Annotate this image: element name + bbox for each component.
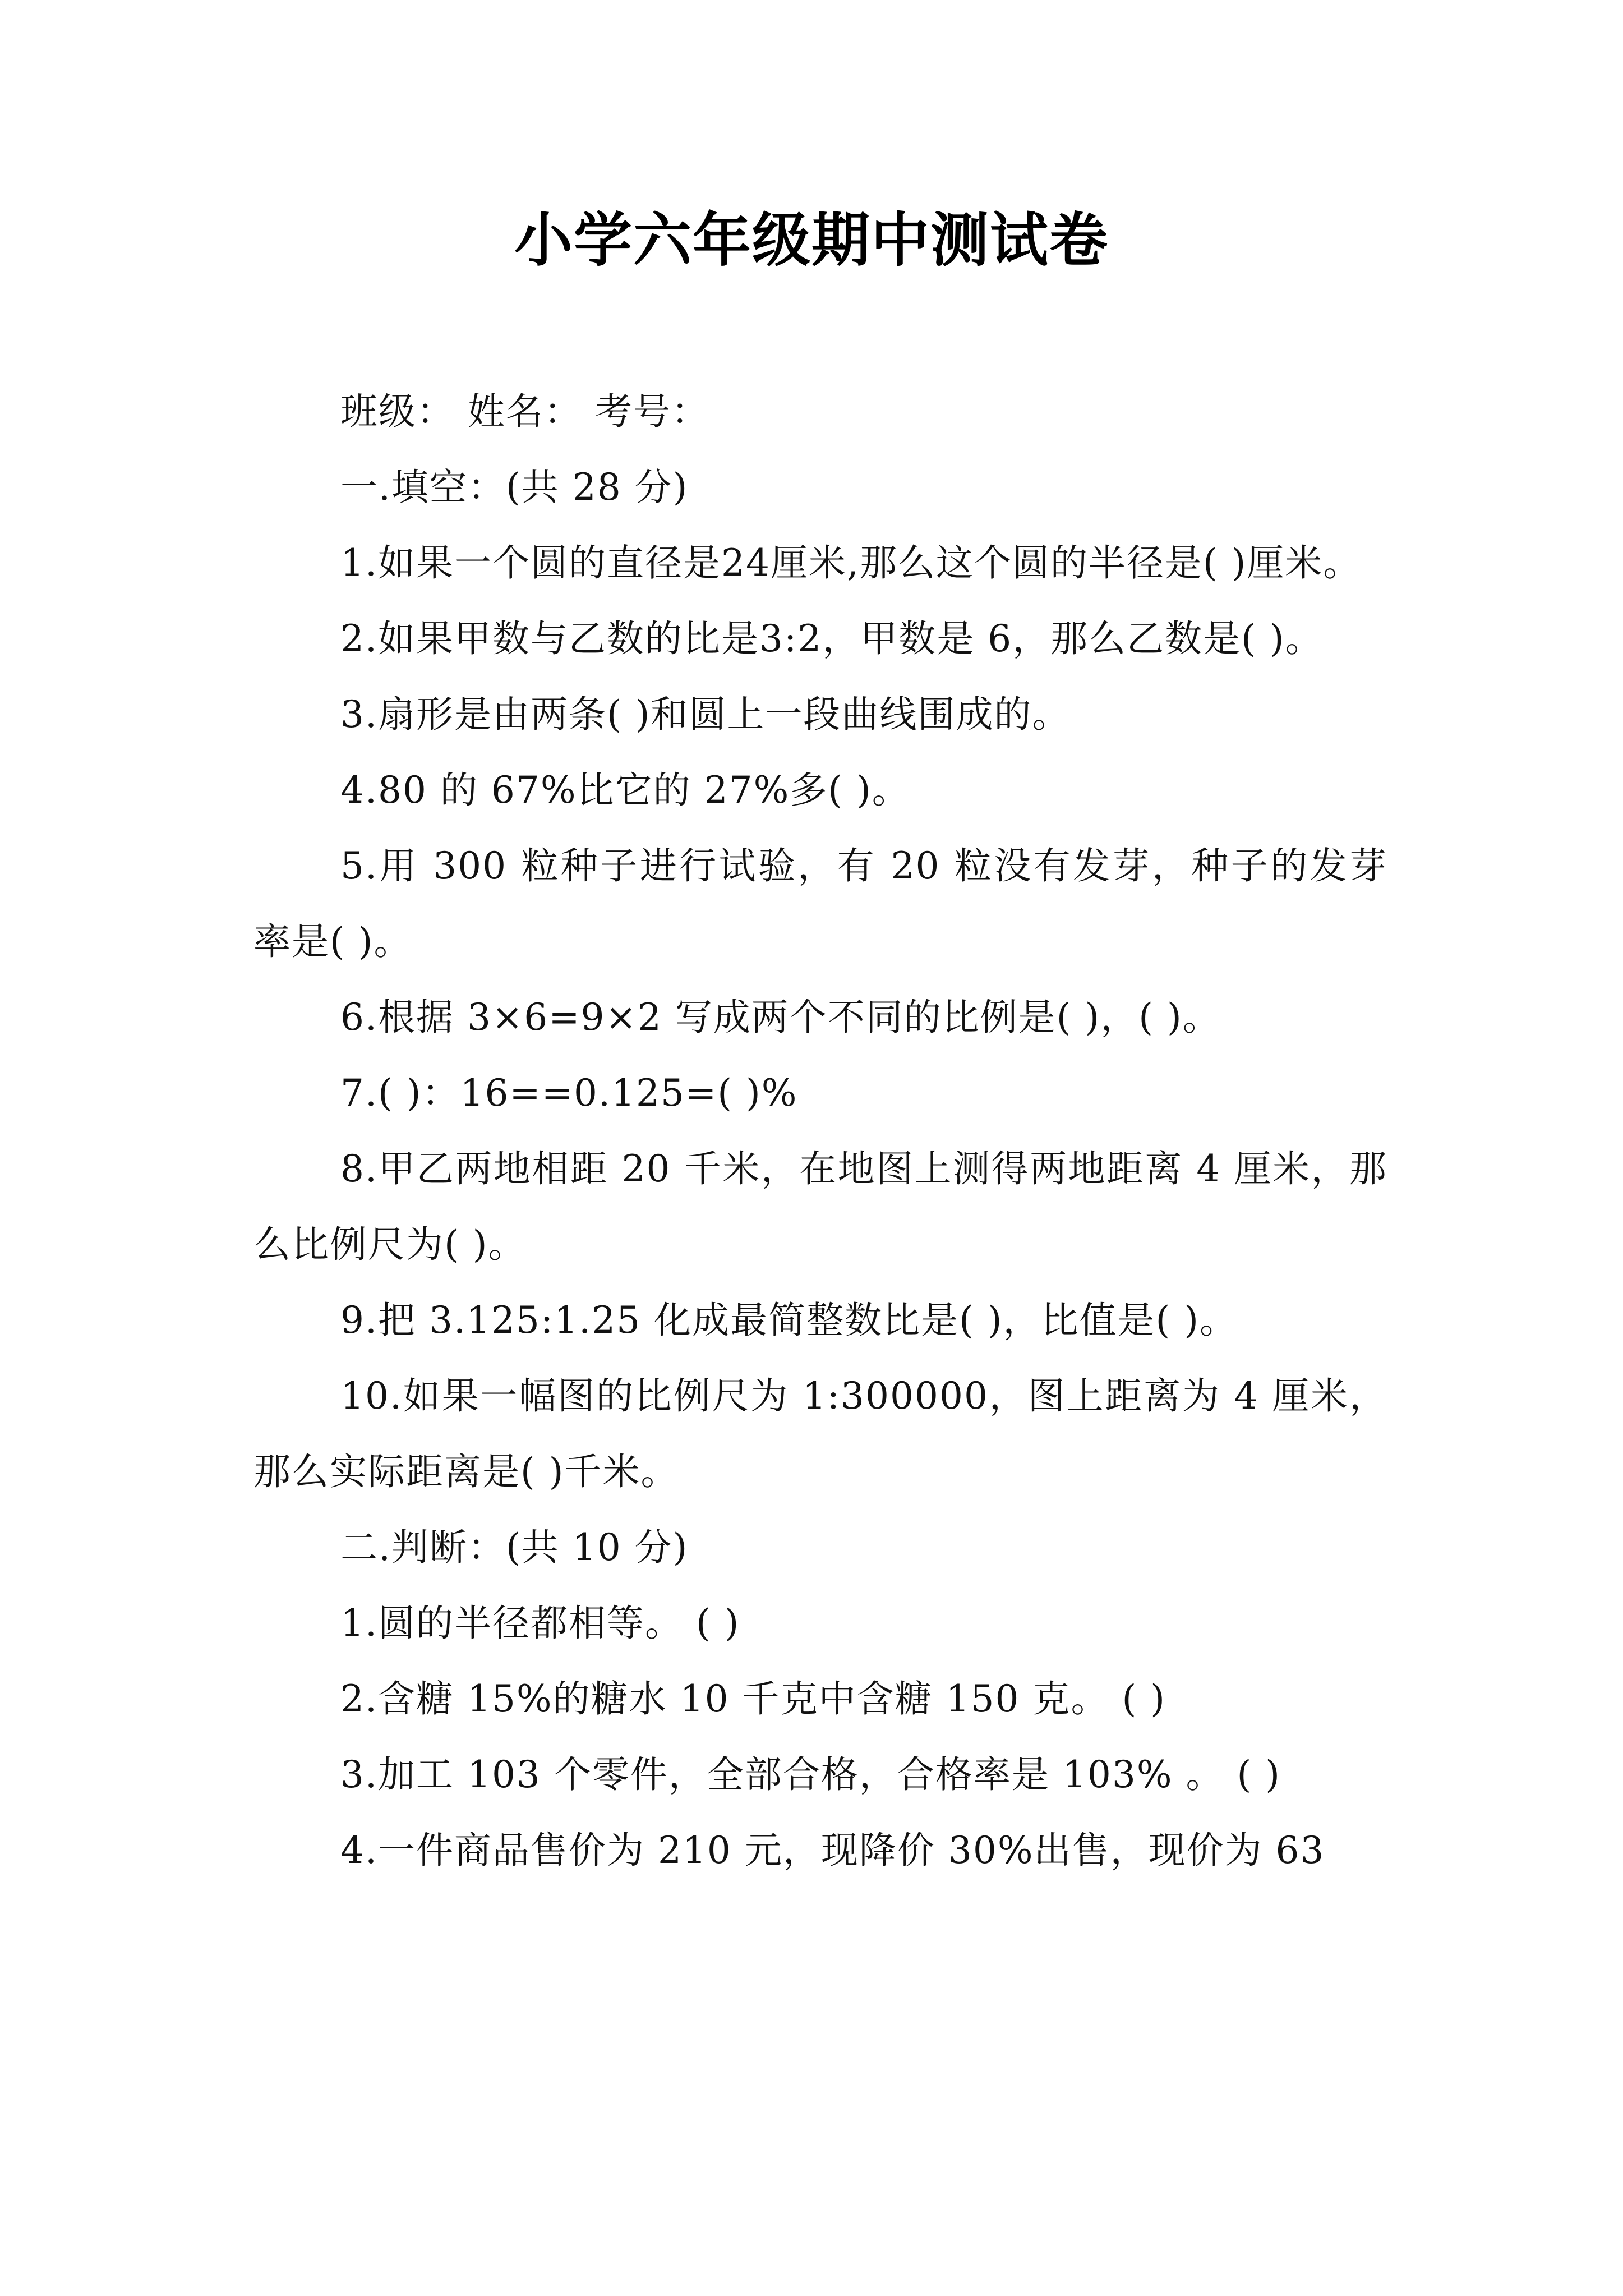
section-heading-fill-blanks: 一.填空：(共 28 分) <box>340 466 689 509</box>
question-fill-7: 7.( )：16==0.125=( )% <box>340 1071 798 1115</box>
header-info: 班级： 姓名： 考号： <box>340 390 709 433</box>
exam-content <box>253 374 1387 1888</box>
question-fill-10: 10.如果一幅图的比例尺为 1:300000，图上距离为 4 厘米，那么实际距离是( )千米。 <box>253 1374 1387 1493</box>
question-fill-4: 4.80 的 67%比它的 27%多( )。 <box>340 769 910 812</box>
question-fill-5: 5.用 300 粒种子进行试验，有 20 粒没有发芽，种子的发芽率是( )。 <box>253 844 1387 963</box>
question-tf-4: 4.一件商品售价为 210 元，现降价 30%出售，现价为 63 <box>340 1829 1325 1872</box>
question-fill-3: 3.扇形是由两条( )和圆上一段曲线围成的。 <box>340 693 1071 736</box>
question-fill-1: 1.如果一个圆的直径是24厘米,那么这个圆的半径是( )厘米。 <box>340 541 1362 585</box>
section-heading-true-false: 二.判断：(共 10 分) <box>340 1526 689 1569</box>
question-fill-2: 2.如果甲数与乙数的比是3:2，甲数是 6，那么乙数是( )。 <box>340 617 1324 660</box>
question-tf-1: 1.圆的半径都相等。 ( ) <box>340 1602 740 1645</box>
question-tf-2: 2.含糖 15%的糖水 10 千克中含糖 150 克。 ( ) <box>340 1677 1166 1720</box>
question-tf-3: 3.加工 103 个零件，全部合格，合格率是 103% 。 ( ) <box>340 1753 1281 1796</box>
page-title: 小学六年级期中测试卷 <box>514 206 1109 274</box>
question-fill-8: 8.甲乙两地相距 20 千米，在地图上测得两地距离 4 厘米，那么比例尺为( )。 <box>253 1147 1387 1266</box>
question-fill-9: 9.把 3.125:1.25 化成最简整数比是( )，比值是( )。 <box>340 1299 1238 1342</box>
question-fill-6: 6.根据 3×6=9×2 写成两个不同的比例是( )，( )。 <box>340 996 1221 1039</box>
